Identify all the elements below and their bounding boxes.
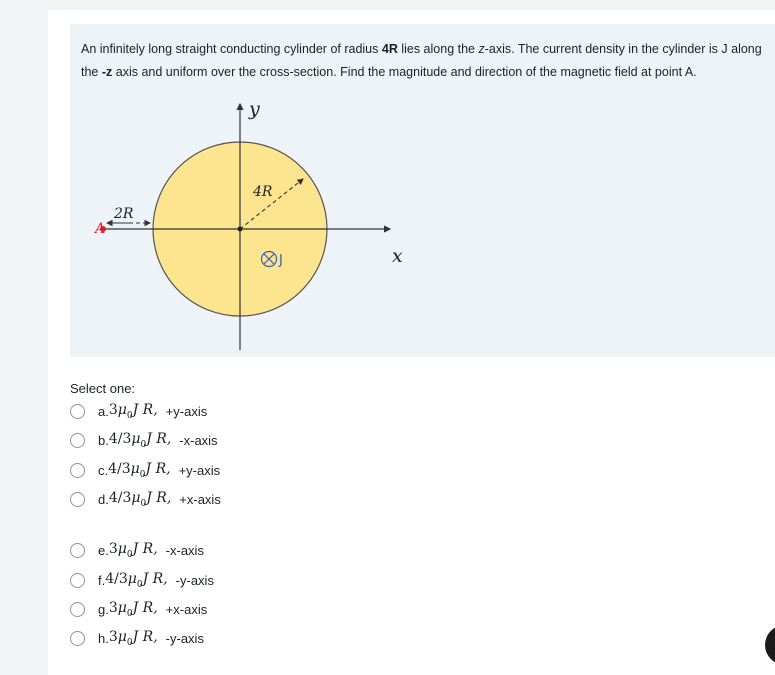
option-direction: -y-axis bbox=[175, 572, 214, 588]
option-letter: e. bbox=[98, 542, 109, 558]
point-a-label: A bbox=[95, 221, 106, 237]
option-letter: c. bbox=[98, 462, 109, 478]
option-direction: +x-axis bbox=[165, 601, 208, 617]
option-formula: $3\mu_0J$ R, bbox=[108, 628, 158, 648]
option-formula: $3\mu_0J$ R, bbox=[108, 540, 158, 560]
option-coefficient: 3 bbox=[108, 540, 118, 557]
question-text-part: -axis. The current density in the cylinder is J along the bbox=[81, 42, 762, 79]
option-direction: +y-axis bbox=[178, 462, 221, 478]
radio-button[interactable] bbox=[70, 492, 85, 507]
question-axis: z bbox=[478, 42, 485, 56]
distance-label: 2R bbox=[114, 206, 134, 222]
option-c[interactable] bbox=[70, 460, 220, 480]
option-letter: h. bbox=[98, 630, 109, 646]
current-label: J bbox=[279, 253, 283, 268]
option-direction: +x-axis bbox=[179, 491, 221, 507]
option-formula: $3\mu_0J$ R, bbox=[108, 599, 158, 619]
option-coefficient: 4/3 bbox=[108, 460, 131, 477]
option-direction: +y-axis bbox=[165, 403, 208, 419]
option-letter: g. bbox=[98, 601, 109, 617]
option-coefficient: 3 bbox=[108, 599, 118, 616]
radio-button[interactable] bbox=[70, 573, 85, 588]
question-box bbox=[70, 24, 775, 357]
option-formula: $3\mu_0J$ R, bbox=[108, 401, 158, 421]
question-radius: 4R bbox=[381, 42, 398, 56]
option-coefficient: 3 bbox=[108, 401, 118, 418]
x-axis-label: x bbox=[392, 245, 403, 267]
option-direction: -x-axis bbox=[165, 542, 204, 558]
option-formula: $4/3\mu_0J$ R, bbox=[108, 489, 172, 509]
option-letter: f. bbox=[98, 572, 106, 588]
radio-button[interactable] bbox=[70, 433, 85, 448]
option-coefficient: 4/3 bbox=[108, 430, 132, 447]
option-direction: -x-axis bbox=[179, 432, 218, 448]
select-one-label: Select one: bbox=[70, 381, 136, 396]
option-coefficient: 4/3 bbox=[108, 489, 132, 506]
option-coefficient: 4/3 bbox=[105, 570, 128, 587]
option-letter: d. bbox=[98, 491, 109, 507]
option-f[interactable] bbox=[70, 570, 214, 590]
option-b[interactable] bbox=[70, 430, 218, 450]
option-letter: a. bbox=[98, 403, 109, 419]
cylinder-figure bbox=[70, 24, 775, 357]
option-e[interactable] bbox=[70, 540, 204, 560]
question-text-part: lies along the bbox=[397, 42, 479, 56]
option-d[interactable] bbox=[70, 489, 221, 509]
option-formula: $4/3\mu_0J$ R, bbox=[108, 460, 171, 480]
option-a[interactable] bbox=[70, 401, 207, 421]
radio-button[interactable] bbox=[70, 631, 85, 646]
y-axis-label: y bbox=[249, 98, 260, 120]
question-text-part: An infinitely long straight conducting cylinder of radius bbox=[81, 42, 382, 56]
option-h[interactable] bbox=[70, 628, 204, 648]
radius-label: 4R bbox=[253, 184, 273, 200]
radio-button[interactable] bbox=[70, 543, 85, 558]
option-formula: $4/3\mu_0J$ R, bbox=[105, 570, 168, 590]
quiz-page bbox=[48, 10, 775, 675]
option-letter: b. bbox=[98, 432, 109, 448]
question-direction: -z bbox=[101, 65, 113, 79]
radio-button[interactable] bbox=[70, 463, 85, 478]
option-formula: $4/3\mu_0J$ R, bbox=[108, 430, 172, 450]
radio-button[interactable] bbox=[70, 404, 85, 419]
radio-button[interactable] bbox=[70, 602, 85, 617]
question-text-part: axis and uniform over the cross-section. Find the magnitude and direction of the magnetic field at point A. bbox=[112, 65, 697, 79]
option-direction: -y-axis bbox=[165, 630, 204, 646]
option-coefficient: 3 bbox=[108, 628, 118, 645]
option-g[interactable] bbox=[70, 599, 207, 619]
